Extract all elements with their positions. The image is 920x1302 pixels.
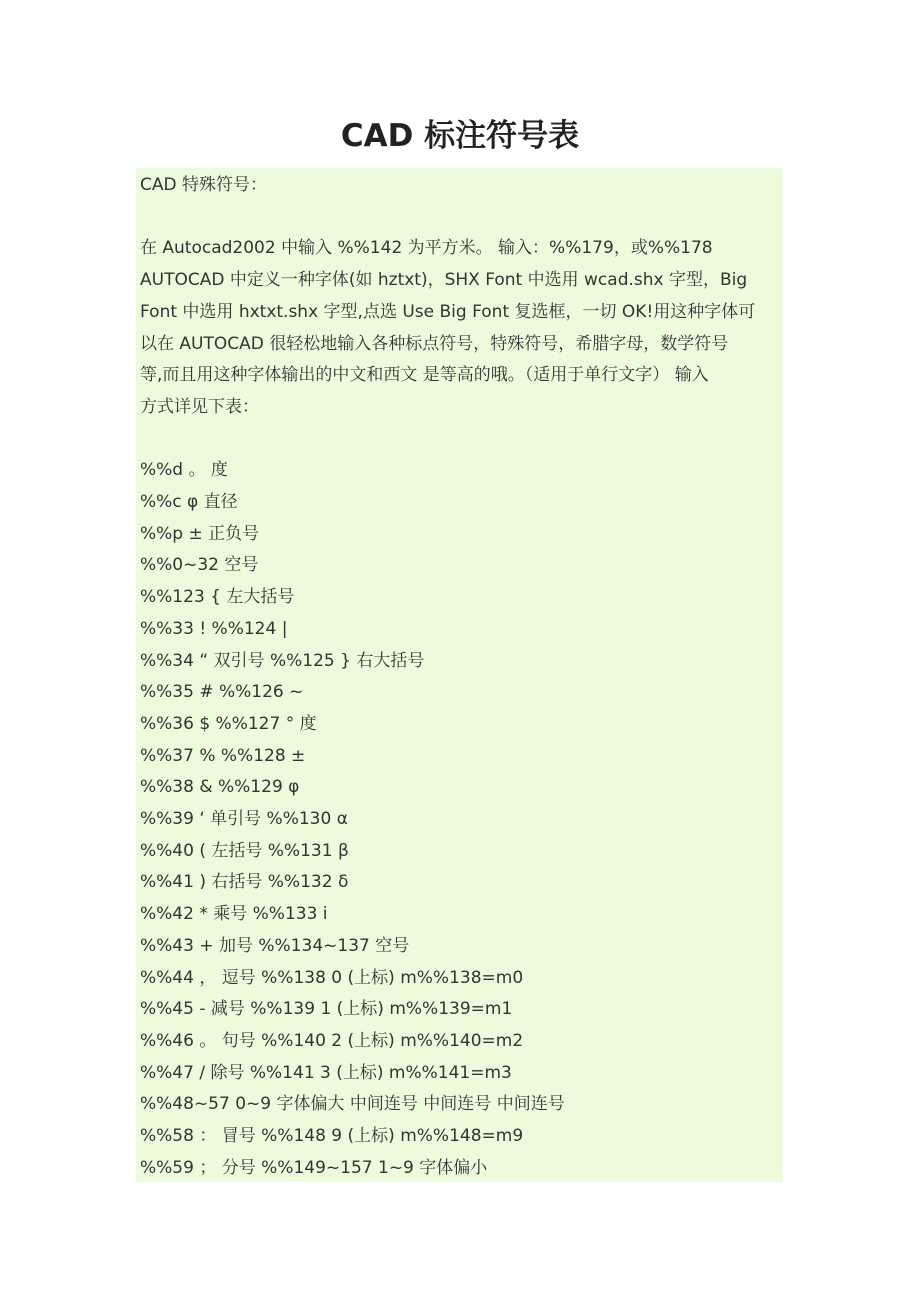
intro-line: 方式详见下表： <box>140 396 259 417</box>
symbol-line: %%48~57 0~9 字体偏大 中间连号 中间连号 中间连号 <box>140 1094 565 1115</box>
intro-line: AUTOCAD 中定义一种字体(如 hztxt)，SHX Font 中选用 wcad.shx 字型，Big <box>140 270 748 291</box>
symbol-line: %%d 。 度 <box>140 460 228 481</box>
symbol-line: %%c φ 直径 <box>140 492 238 512</box>
content-box <box>136 168 783 1182</box>
intro-line: 等,而且用这种字体输出的中文和西文 是等高的哦。（适用于单行文字） 输入 <box>140 365 709 386</box>
symbol-line: %%35 # %%126 ~ <box>140 682 304 703</box>
intro-paragraph <box>140 233 779 423</box>
symbol-line: %%58 ： 冒号 %%148 9 (上标) m%%148=m9 <box>140 1126 524 1147</box>
symbol-line: %%123 { 左大括号 <box>140 587 295 608</box>
symbol-line: %%33 ! %%124 | <box>140 618 288 639</box>
symbol-line: %%59 ； 分号 %%149~157 1~9 字体偏小 <box>140 1157 488 1178</box>
symbol-line: %%0~32 空号 <box>140 555 259 576</box>
symbol-line: %%37 % %%128 ± <box>140 745 306 766</box>
symbol-line: %%44 ， 逗号 %%138 0 (上标) m%%138=m0 <box>140 967 524 988</box>
spacer <box>140 424 779 456</box>
section-heading: CAD 特殊符号： <box>140 175 267 195</box>
page-title: CAD 标注符号表 <box>340 118 580 154</box>
symbol-line: %%46 。 句号 %%140 2 (上标) m%%140=m2 <box>140 1030 524 1051</box>
symbol-line: %%p ± 正负号 <box>140 523 260 544</box>
symbol-line: %%47 / 除号 %%141 3 (上标) m%%141=m3 <box>140 1062 512 1083</box>
symbol-line: %%34 “ 双引号 %%125 } 右大括号 <box>140 650 425 671</box>
symbol-line: %%45 - 减号 %%139 1 (上标) m%%139=m1 <box>140 999 513 1020</box>
symbol-line: %%36 $ %%127 ° 度 <box>140 713 317 734</box>
intro-line: 以在 AUTOCAD 很轻松地输入各种标点符号，特殊符号，希腊字母，数学符号 <box>140 333 729 354</box>
symbol-line: %%39 ‘ 单引号 %%130 α <box>140 809 348 830</box>
symbol-line: %%38 & %%129 φ <box>140 777 300 798</box>
spacer <box>140 202 779 234</box>
symbol-line: %%41 ) 右括号 %%132 δ <box>140 872 349 893</box>
symbol-line: %%43 + 加号 %%134~137 空号 <box>140 935 410 956</box>
intro-line: Font 中选用 hxtxt.shx 字型,点选 Use Big Font 复选框，一切 OK!用这种字体可 <box>140 301 756 322</box>
intro-line: 在 Autocad2002 中输入 %%142 为平方米。 输入：%%179，或%%178 <box>140 238 713 259</box>
symbol-line: %%42 * 乘号 %%133 i <box>140 904 328 925</box>
symbol-list <box>140 455 779 1184</box>
symbol-line: %%40 ( 左括号 %%131 β <box>140 840 349 861</box>
